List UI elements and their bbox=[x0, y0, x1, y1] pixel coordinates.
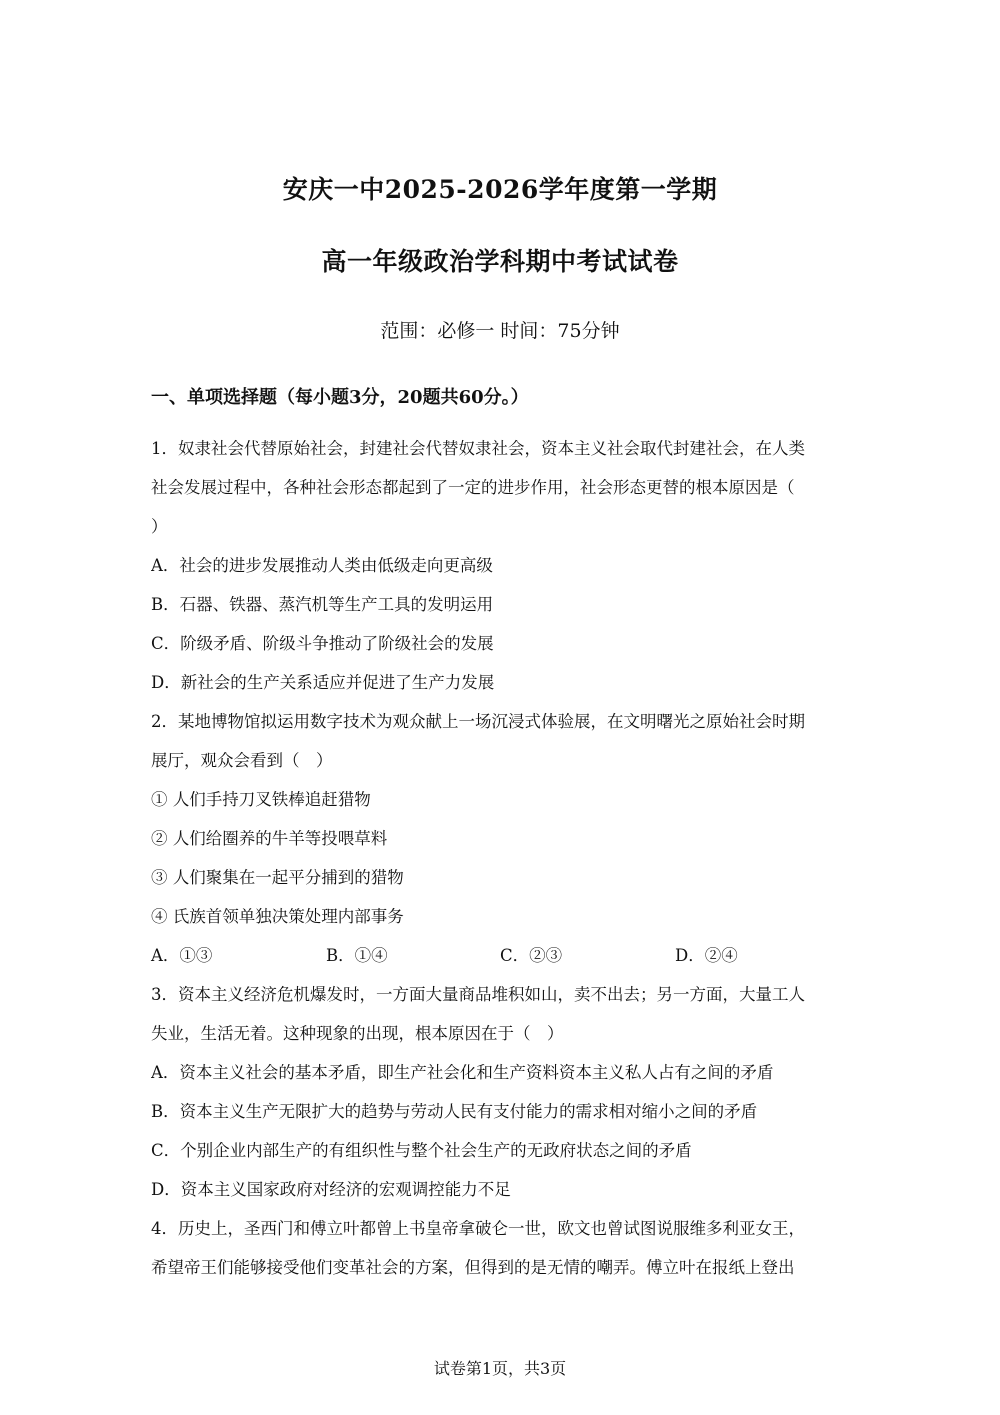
question-stem-line: 2．某地博物馆拟运用数字技术为观众献上一场沉浸式体验展，在文明曙光之原始社会时期 bbox=[151, 712, 805, 731]
answer-options-row bbox=[151, 941, 856, 980]
page-footer: 试卷第1页，共3页 bbox=[433, 1359, 567, 1378]
answer-option: B．石器、铁器、蒸汽机等生产工具的发明运用 bbox=[151, 595, 494, 614]
question-4 bbox=[151, 1214, 856, 1292]
question-3 bbox=[151, 980, 856, 1214]
question-stem-line: 失业，生活无着。这种现象的出现，根本原因在于（ ） bbox=[151, 1024, 564, 1043]
answer-option: D．新社会的生产关系适应并促进了生产力发展 bbox=[151, 673, 495, 692]
answer-option: D．资本主义国家政府对经济的宏观调控能力不足 bbox=[151, 1180, 511, 1199]
answer-option: C．个别企业内部生产的有组织性与整个社会生产的无政府状态之间的矛盾 bbox=[151, 1141, 692, 1160]
question-stem-line: 4．历史上，圣西门和傅立叶都曾上书皇帝拿破仑一世，欧文也曾试图说服维多利亚女王， bbox=[151, 1219, 805, 1238]
answer-option: B．①④ bbox=[326, 946, 388, 965]
answer-option: A．资本主义社会的基本矛盾，即生产社会化和生产资料资本主义私人占有之间的矛盾 bbox=[151, 1063, 774, 1082]
question-stem-line: 1．奴隶社会代替原始社会，封建社会代替奴隶社会，资本主义社会取代封建社会，在人类 bbox=[151, 439, 805, 458]
question-1 bbox=[151, 434, 856, 707]
exam-scope-time: 范围：必修一 时间：75分钟 bbox=[380, 320, 620, 342]
question-stem-line: ） bbox=[151, 517, 168, 536]
question-stem-line: 展厅，观众会看到（ ） bbox=[151, 751, 333, 770]
answer-option: B．资本主义生产无限扩大的趋势与劳动人民有支付能力的需求相对缩小之间的矛盾 bbox=[151, 1102, 758, 1121]
question-2 bbox=[151, 707, 856, 980]
question-stem-line: 社会发展过程中，各种社会形态都起到了一定的进步作用，社会形态更替的根本原因是（ bbox=[151, 478, 795, 497]
question-body bbox=[151, 434, 856, 1292]
statement-item: ③ 人们聚集在一起平分捕到的猎物 bbox=[151, 868, 404, 887]
answer-option: A．社会的进步发展推动人类由低级走向更高级 bbox=[151, 556, 493, 575]
answer-option: D．②④ bbox=[675, 946, 738, 965]
statement-item: ① 人们手持刀叉铁棒追赶猎物 bbox=[151, 790, 371, 809]
statement-item: ② 人们给圈养的牛羊等投喂草料 bbox=[151, 829, 388, 848]
answer-option: C．②③ bbox=[500, 946, 563, 965]
exam-title-line1: 安庆一中2025-2026学年度第一学期 bbox=[282, 175, 718, 204]
statement-item: ④ 氏族首领单独决策处理内部事务 bbox=[151, 907, 404, 926]
question-stem-line: 希望帝王们能够接受他们变革社会的方案，但得到的是无情的嘲弄。傅立叶在报纸上登出 bbox=[151, 1258, 795, 1277]
answer-option: A．①③ bbox=[151, 946, 213, 965]
section-heading: 一、单项选择题（每小题3分，20题共60分。） bbox=[151, 387, 529, 408]
exam-title-line2: 高一年级政治学科期中考试试卷 bbox=[321, 247, 679, 276]
answer-option: C．阶级矛盾、阶级斗争推动了阶级社会的发展 bbox=[151, 634, 494, 653]
question-stem-line: 3．资本主义经济危机爆发时，一方面大量商品堆积如山，卖不出去；另一方面，大量工人 bbox=[151, 985, 805, 1004]
